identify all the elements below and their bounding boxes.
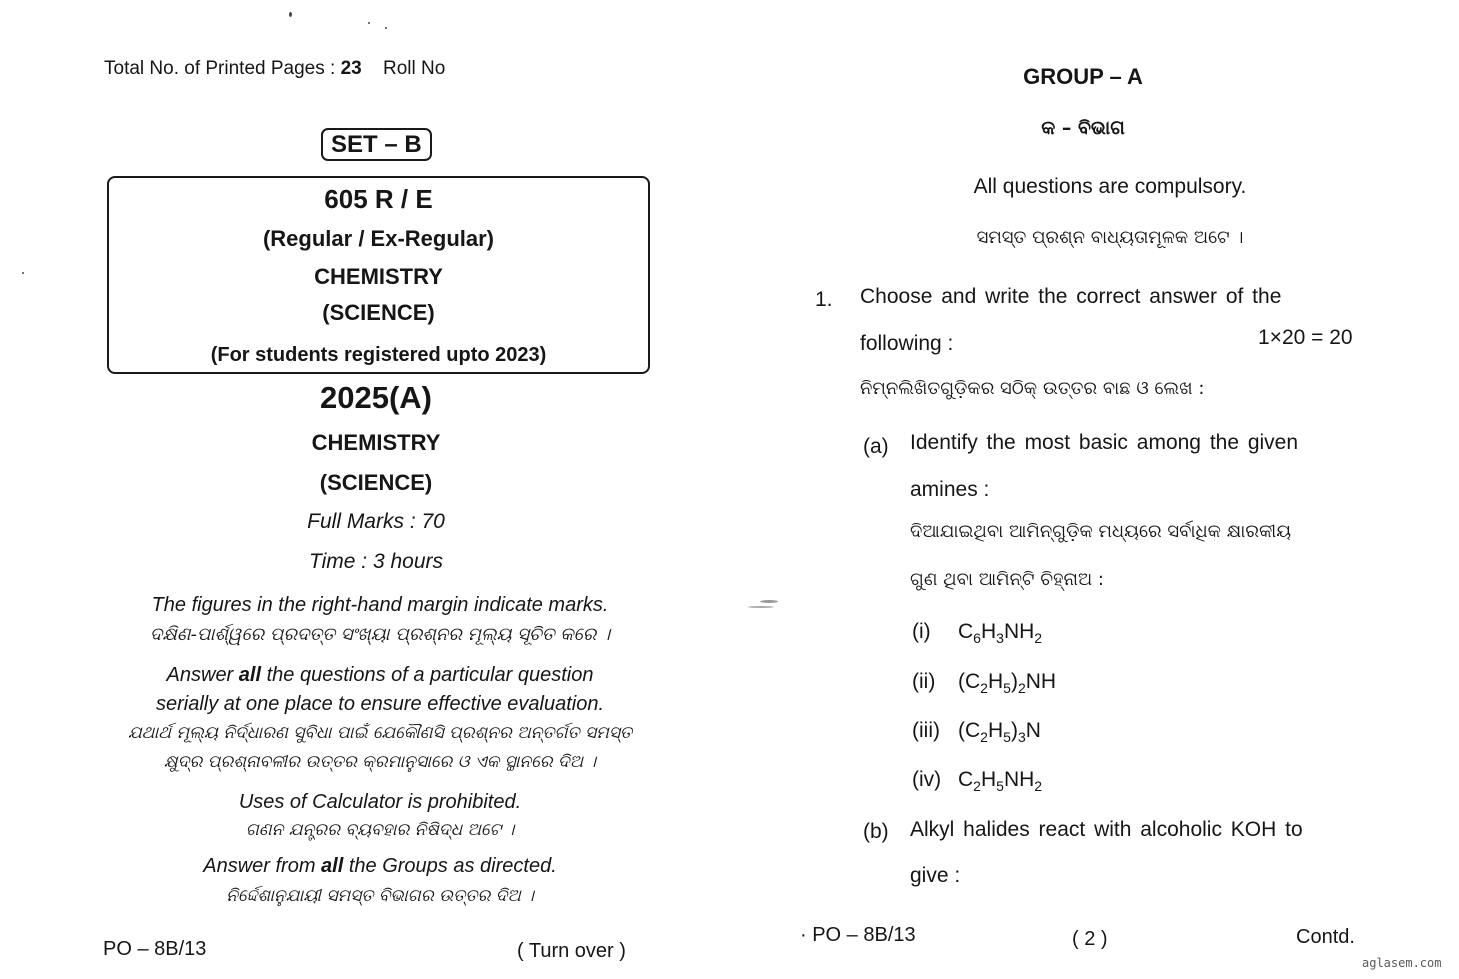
scan-speck [748,606,774,608]
instruction-serial-en-1 [60,664,700,687]
group-title-od: କ – ବିଭାଗ [1041,117,1125,139]
instruction-calculator-od: ଗଣନ ଯନ୍ତ୍ରର ବ୍ୟବହାର ନିଷିଦ୍ଧ ଅଟେ । [245,820,515,840]
subq-a-text-1: Identify the most basic among the given [910,431,1299,454]
instruction-calculator-en: Uses of Calculator is prohibited. [238,791,522,813]
left-footer-code: PO – 8B/13 [103,938,207,960]
right-footer-code: · PO – 8B/13 [800,924,916,946]
registration-note: (For students registered upto 2023) [210,344,547,366]
option-label: (ii) [912,670,936,693]
scan-speck [368,22,370,24]
option-formula: $C_6H_3NH_2$ [958,620,1043,646]
option-formula: $(C_2H_5)_3N$ [958,719,1041,745]
box-subject: CHEMISTRY [314,264,443,289]
total-pages-label: Total No. of Printed Pages : [104,58,336,79]
subject: CHEMISTRY [311,430,441,455]
subq-b-text-2: give : [910,864,961,887]
question-text-od: ନିମ୍ନଲିଖିତଗୁଡ଼ିକର ସଠିକ୍ ଉତ୍ତର ବାଛ ଓ ଲେଖ : [860,378,1205,399]
stream: (SCIENCE) [319,470,433,495]
page-number: ( 2 ) [1072,928,1108,950]
set-label: SET – B [321,128,432,161]
instruction-groups-post: the Groups as directed. [343,855,557,877]
total-pages-value: 23 [340,58,362,79]
scan-speck [385,27,387,29]
time-allowed: Time : 3 hours [308,550,444,573]
instruction-groups-en [60,855,700,878]
answer-option [912,719,1041,745]
contd-label: Contd. [1296,926,1355,948]
instruction-serial-post: the questions of a particular question [261,664,594,686]
compulsory-od: ସମସ୍ତ ପ୍ରଶ୍ନ ବାଧ୍ୟତାମୂଳକ ଅଟେ । [976,227,1244,248]
question-text-1: Choose and write the correct answer of the [860,285,1282,308]
answer-option [912,768,1042,794]
turn-over: ( Turn over ) [517,940,626,962]
instruction-marks-en: The figures in the right-hand margin indicate marks. [151,594,609,616]
question-marks: 1×20 = 20 [1258,326,1353,349]
subq-b-text-1: Alkyl halides react with alcoholic KOH to [910,818,1303,841]
scan-speck [760,600,778,603]
option-label: (iv) [912,768,942,791]
full-marks: Full Marks : 70 [307,510,445,533]
scan-speck [22,272,24,274]
question-text-2: following : [860,332,954,355]
exam-year: 2025(A) [320,380,432,415]
roll-no-label: Roll No [383,58,446,79]
subq-a-label: (a) [863,435,889,458]
watermark: aglasem.com [1362,956,1442,970]
instruction-groups-od: ନିର୍ଦ୍ଦେଶାନୁଯାୟୀ ସମସ୍ତ ବିଭାଗର ଉତ୍ତର ଦିଅ । [226,886,534,906]
box-stream: (SCIENCE) [322,300,435,325]
instruction-serial-pre: Answer [166,664,239,686]
subq-b-label: (b) [863,820,889,843]
instruction-serial-od-1: ଯଥାର୍ଥ ମୂଲ୍ୟ ନିର୍ଦ୍ଧାରଣ ସୁବିଧା ପାଇଁ ଯେକୌଣସି ପ୍ରଶ୍ନର ଅନ୍ତର୍ଗତ ସମସ୍ତ [127,723,633,743]
compulsory-en: All questions are compulsory. [973,175,1247,198]
scan-speck [289,12,292,17]
subq-a-od-1: ଦିଆଯାଇଥିବା ଆମିନ୍‌ଗୁଡ଼ିକ ମଧ୍ୟରେ ସର୍ବାଧିକ କ୍ଷାରକୀୟ [910,521,1292,542]
subq-a-text-2: amines : [910,478,990,501]
paper-code: 605 R / E [324,184,433,214]
option-formula: $C_2H_5NH_2$ [958,768,1043,794]
instruction-groups-pre: Answer from [203,855,322,877]
option-label: (iii) [912,719,940,742]
option-formula: $(C_2H_5)_2NH$ [958,670,1057,696]
option-label: (i) [912,620,931,643]
question-number: 1. [815,288,833,311]
subq-a-od-2: ଗୁଣ ଥିବା ଆମିନ୍‌ଟି ଚିହ୍ନାଅ : [910,569,1104,590]
instruction-groups-bold: all [321,855,344,877]
instruction-marks-od: ଦକ୍ଷିଣ-ପାର୍ଶ୍ୱରେ ପ୍ରଦତ୍ତ ସଂଖ୍ୟା ପ୍ରଶ୍ନର ମୂଲ୍ୟ ସୂଚିତ କରେ । [149,624,611,645]
answer-option [912,670,1056,696]
paper-code-box [107,176,650,374]
group-title: GROUP – A [1023,64,1143,89]
exam-type: (Regular / Ex-Regular) [262,226,495,251]
answer-option [912,620,1042,646]
instruction-serial-en-2: serially at one place to ensure effective evaluation. [155,693,605,715]
printed-pages-line [104,58,445,80]
instruction-serial-bold: all [238,664,262,686]
instruction-serial-od-2: କ୍ଷୁଦ୍ର ପ୍ରଶ୍ନାବଳୀର ଉତ୍ତର କ୍ରମାନୁସାରେ ଓ ଏକ ସ୍ଥାନରେ ଦିଅ । [163,752,597,772]
